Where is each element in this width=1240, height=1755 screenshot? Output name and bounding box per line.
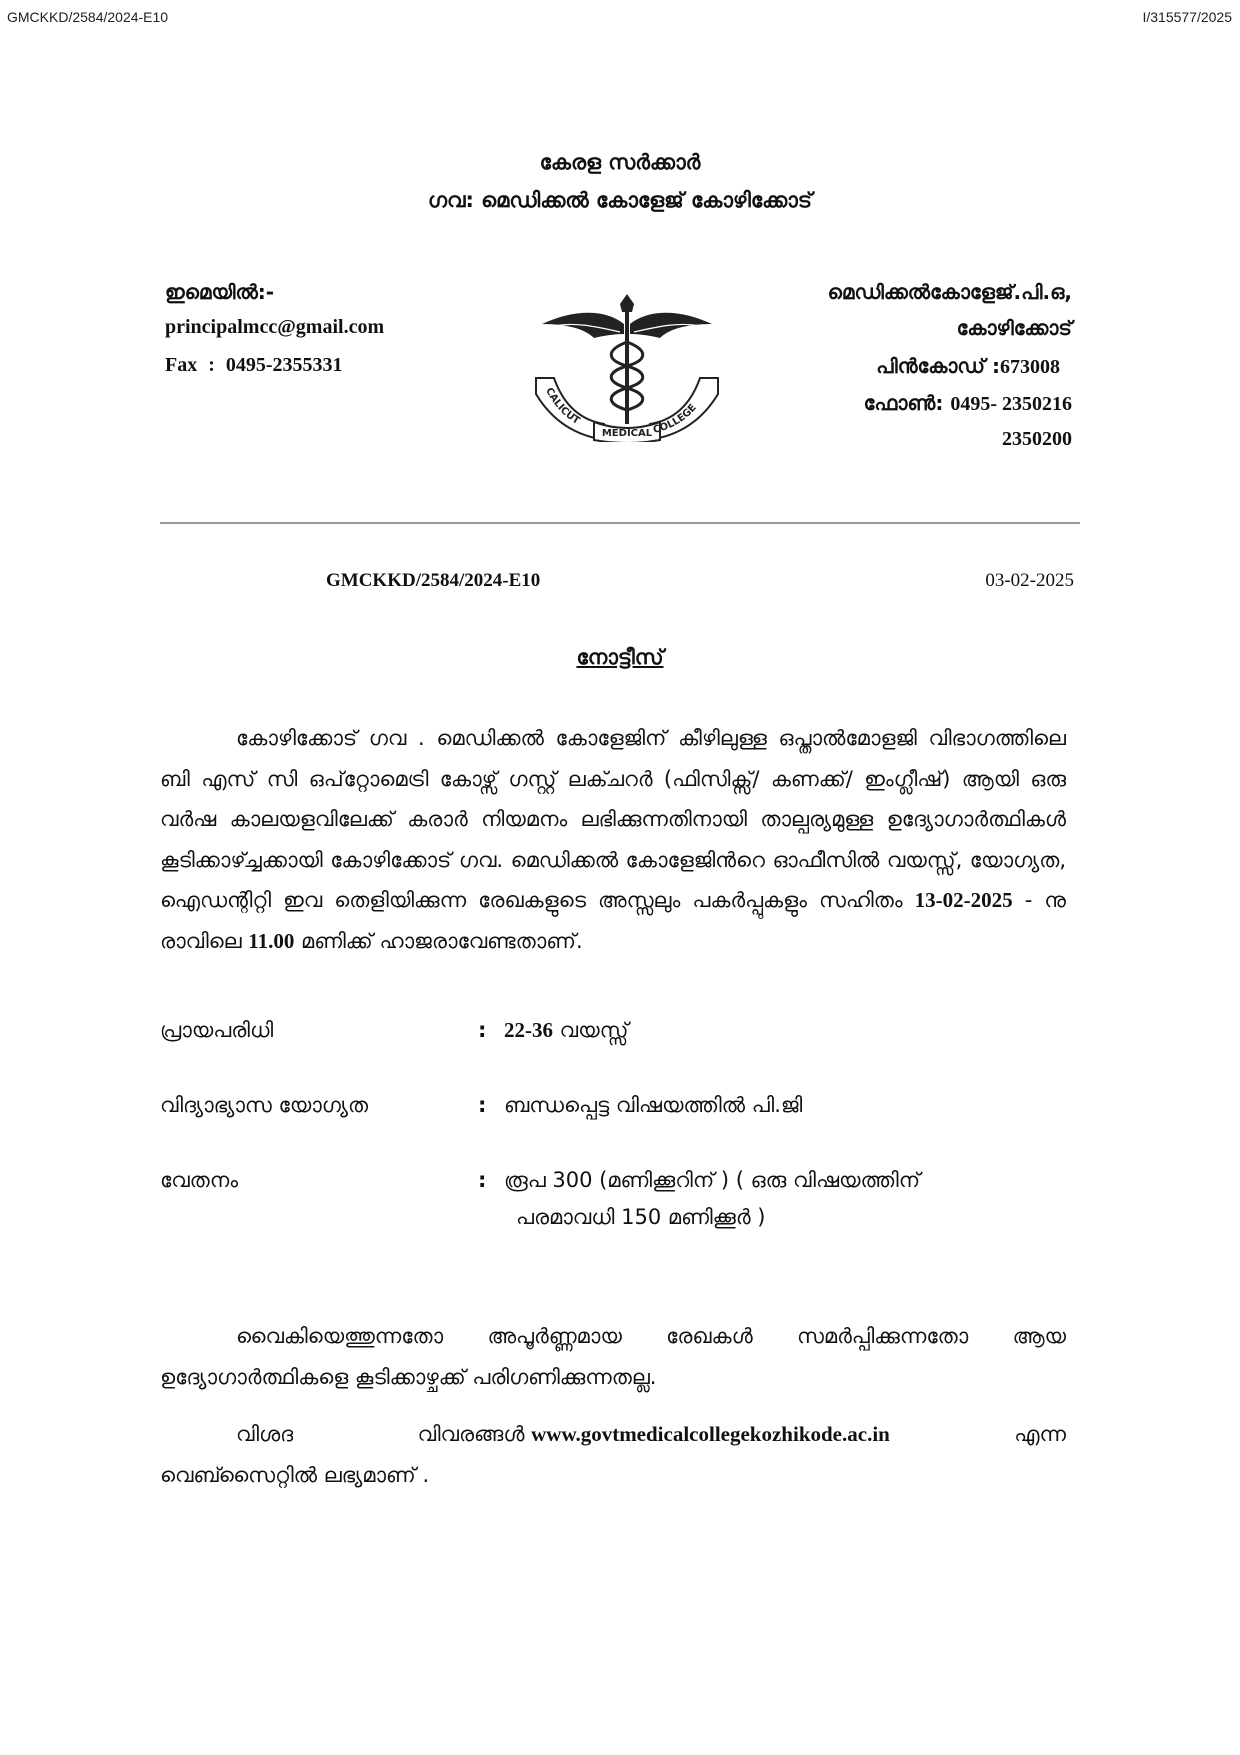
website-text-1: വിശദ bbox=[236, 1422, 294, 1446]
government-title: കേരള സർക്കാർ bbox=[539, 150, 701, 174]
fax-separator: : bbox=[208, 354, 215, 376]
city-line: കോഴിക്കോട് bbox=[956, 316, 1072, 340]
age-limit-value bbox=[504, 1018, 628, 1043]
top-left-reference: GMCKKD/2584/2024-E10 bbox=[7, 9, 169, 25]
qualification-value: ബന്ധപ്പെട്ട വിഷയത്തിൽ പി.ജി bbox=[504, 1093, 803, 1117]
age-unit: വയസ്സ് bbox=[553, 1018, 629, 1042]
logo-text-medical: MEDICAL bbox=[601, 428, 653, 439]
college-title: ഗവ: മെഡിക്കൽ കോളേജ് കോഴിക്കോട് bbox=[427, 188, 813, 212]
interview-time: 11.00 bbox=[248, 928, 295, 953]
notice-paragraph-late bbox=[160, 1316, 1066, 1397]
email-label: ഇമെയിൽ:- bbox=[165, 280, 275, 304]
qualification-colon: : bbox=[478, 1093, 487, 1117]
header-divider bbox=[160, 522, 1080, 524]
phone-label: ഫോൺ: bbox=[863, 391, 951, 415]
notice-paragraph-main bbox=[160, 718, 1066, 961]
reference-number: GMCKKD/2584/2024-E10 bbox=[326, 570, 541, 591]
pincode-label: പിൻകോഡ് : bbox=[876, 354, 1000, 378]
age-range: 22-36 bbox=[504, 1018, 553, 1042]
fax-label: Fax bbox=[165, 354, 198, 376]
paragraph-text-3: മണിക്ക് ഹാജരാവേണ്ടതാണ്. bbox=[294, 928, 583, 953]
age-limit-colon: : bbox=[478, 1018, 487, 1042]
top-right-reference: I/315577/2025 bbox=[1142, 9, 1232, 25]
interview-date: 13-02-2025 bbox=[914, 888, 1013, 912]
phone-line bbox=[864, 391, 1072, 416]
logo-text-calicut: CALICUT bbox=[543, 386, 582, 427]
salary-value-line2: പരമാവധി 150 മണിക്കൂർ ) bbox=[516, 1205, 766, 1229]
age-limit-label: പ്രായപരിധി bbox=[160, 1018, 274, 1042]
college-emblem-logo bbox=[534, 294, 720, 442]
notice-title: നോട്ടീസ് bbox=[576, 645, 664, 669]
qualification-label: വിദ്യാഭ്യാസ യോഗ്യത bbox=[160, 1093, 368, 1117]
website-url: www.govtmedicalcollegekozhikode.ac.in bbox=[531, 1422, 890, 1446]
salary-value: രൂപ 300 (മണിക്കൂറിന് ) ( ഒരു വിഷയത്തിന് bbox=[504, 1168, 921, 1192]
logo-text-college: COLLEGE bbox=[652, 402, 699, 437]
website-text-2 bbox=[418, 1414, 890, 1455]
salary-label: വേതനം bbox=[160, 1168, 238, 1192]
notice-paragraph-website bbox=[160, 1414, 1066, 1495]
paragraph-text-2: - നു രാവിലെ bbox=[160, 888, 1066, 953]
website-text-3: എന്ന bbox=[1014, 1422, 1066, 1446]
late-arrival-text: വൈകിയെത്തുന്നതോ അപൂർണ്ണമായ രേഖകൾ സമർപ്പിക്കുന്നതോ ആയ ഉദ്യോഗാർത്ഥികളെ കൂടിക്കാഴ്ചക്ക് പരിഗണിക്കുന്നതല്ല. bbox=[160, 1324, 1066, 1389]
pincode-line bbox=[876, 354, 1060, 379]
website-text-4: വെബ്സൈറ്റിൽ ലഭ്യമാണ് . bbox=[160, 1462, 430, 1487]
reference-date: 03-02-2025 bbox=[985, 570, 1074, 591]
email-address: principalmcc@gmail.com bbox=[165, 316, 385, 338]
phone-number-1: 0495- 2350216 bbox=[950, 393, 1072, 415]
salary-colon: : bbox=[478, 1168, 487, 1192]
pincode-value: 673008 bbox=[1000, 356, 1060, 378]
website-text-details: വിവരങ്ങൾ bbox=[417, 1422, 525, 1446]
fax-line bbox=[165, 354, 343, 377]
paragraph-text: കോഴിക്കോട് ഗവ . മെഡിക്കൽ കോളേജിന് കീഴിലുള്ള ഒപ്താൽമോളജി വിഭാഗത്തിലെ ബി എസ് സി ഒപ്‌റ്റോമെട്രി കോഴ്സ് ഗസ്റ്റ് ലക്ചറർ (ഫിസിക്സ്/ കണക്ക്/ ഇംഗ്ലീഷ്) ആയി ഒരു വർഷ കാലയളവിലേക്ക് കരാർ നിയമനം ലഭിക്കുന്നതിനായി താല്പര്യമുള്ള ഉദ്യോഗാർത്ഥികൾ കൂടിക്കാഴ്ച്ചക്കായി കോഴിക്കോട് ഗവ. മെഡിക്കൽ കോളേജിൻറെ ഓഫീസിൽ വയസ്സ്, യോഗ്യത, ഐഡന്റിറ്റി ഇവ തെളിയിക്കുന്ന രേഖകളുടെ അസ്സലും പകർപ്പുകളും സഹിതം bbox=[160, 726, 1066, 912]
fax-number: 0495-2355331 bbox=[225, 354, 343, 376]
post-office-line: മെഡിക്കൽകോളേജ്.പി.ഒ, bbox=[827, 280, 1072, 304]
phone-number-2: 2350200 bbox=[1002, 428, 1072, 450]
